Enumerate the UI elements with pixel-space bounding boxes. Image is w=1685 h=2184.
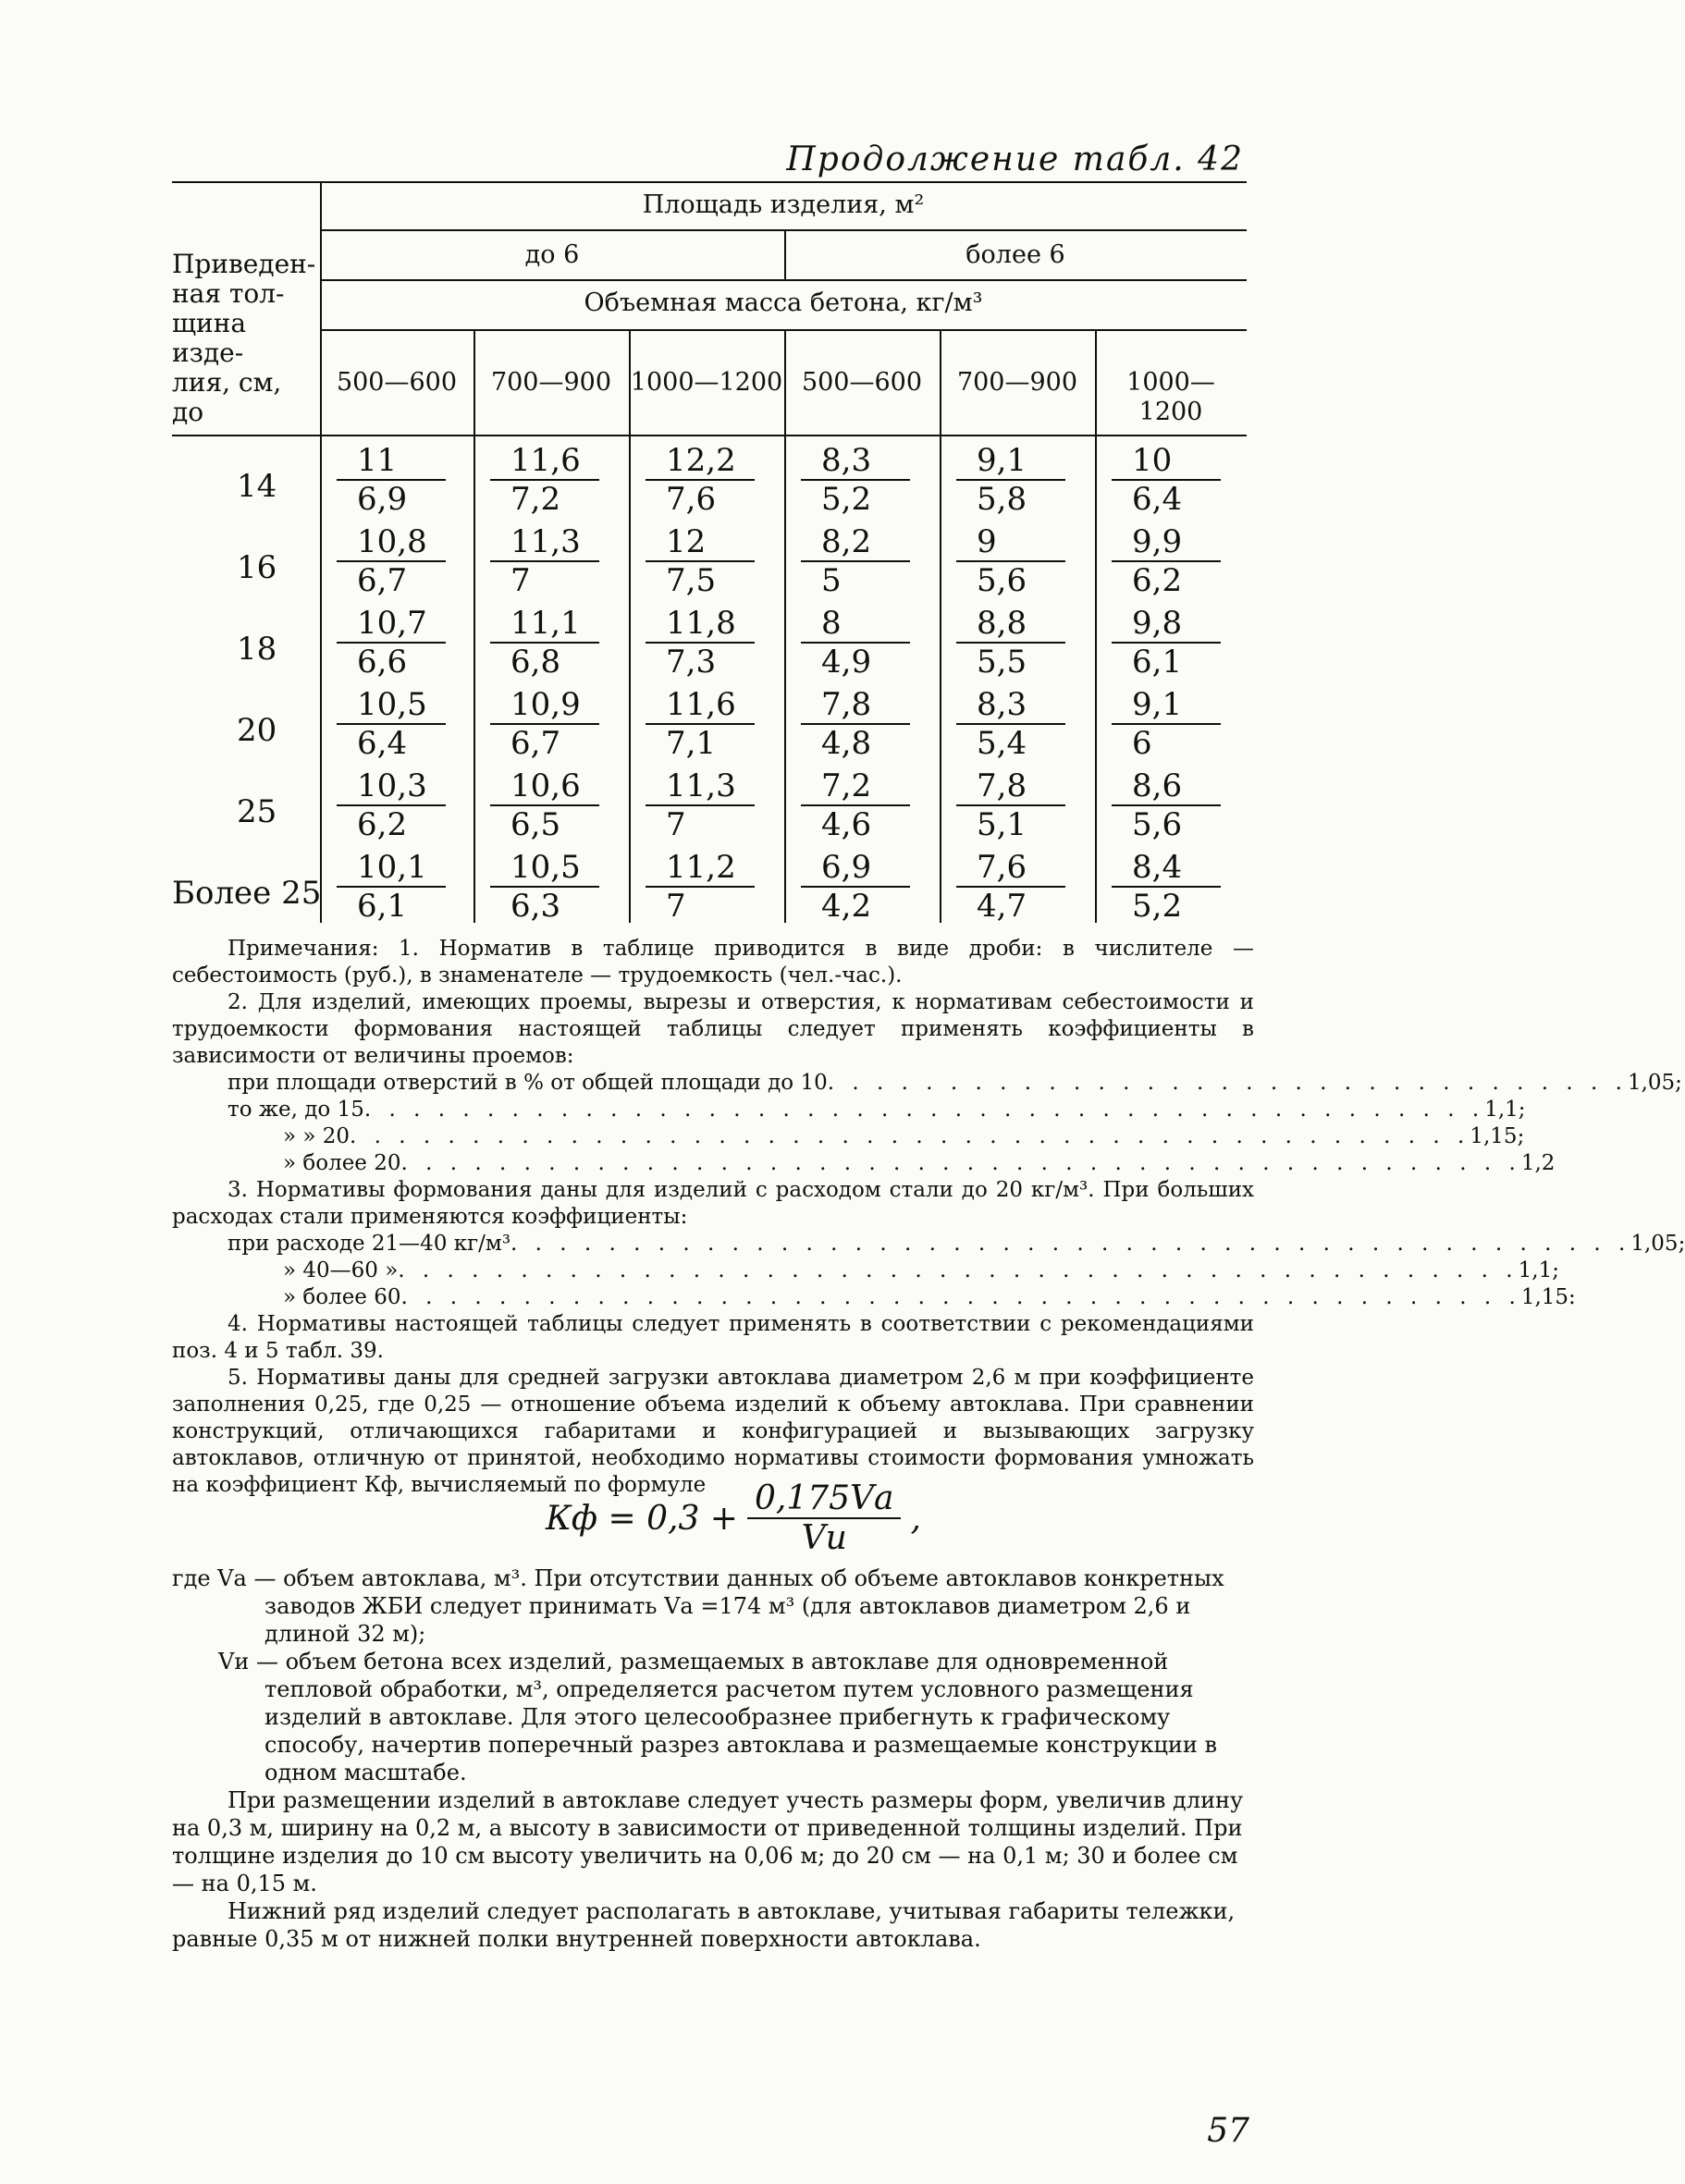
density-header: Объемная масса бетона, кг/м³ (584, 288, 983, 317)
cell-denominator: 6,2 (357, 806, 408, 843)
cell-numerator: 9,9 (1112, 523, 1221, 562)
table-cell (634, 686, 764, 762)
note-2-list (172, 1070, 1682, 1177)
cell-denominator: 4,6 (821, 806, 872, 843)
formula-fraction (747, 1479, 902, 1557)
cell-numerator: 10,5 (490, 849, 599, 888)
paragraph-bottom-row: Нижний ряд изделий следует располагать в автоклаве, учитывая габариты тележки, равные 0,35 м от нижней полки внутренней поверхности автоклава. (172, 1898, 1236, 1952)
density-col-4: 500—600 (801, 368, 923, 397)
table-cell (1101, 523, 1230, 599)
cell-numerator: 9,1 (956, 442, 1065, 481)
formula-lhs: Кф = 0,3 + (546, 1499, 738, 1538)
table-cell (479, 767, 609, 843)
table-cell (945, 523, 1075, 599)
table-cell (634, 605, 764, 681)
table-cell (1101, 605, 1230, 681)
table-header-bottom-rule (172, 435, 1247, 436)
cell-denominator: 7,2 (510, 481, 561, 518)
note-2: 2. Для изделий, имеющих проемы, вырезы и отверстия, к нормативам себестоимости и трудоемкости формования настоящей таблицы следует применять коэффициенты в зависимости от величины проемов: (172, 990, 1254, 1068)
cell-numerator: 11,2 (646, 849, 755, 888)
table-cell (1101, 767, 1230, 843)
cell-denominator: 6,4 (357, 725, 408, 762)
cell-denominator: 4,7 (977, 888, 1027, 925)
table-cell (945, 442, 1075, 518)
group-header-rule (320, 279, 1247, 281)
thickness-label: Более 25 (172, 875, 322, 912)
cell-numerator: 7,8 (956, 767, 1065, 806)
table-cell (945, 605, 1075, 681)
cell-numerator: 6,9 (801, 849, 910, 888)
cell-denominator: 5,2 (821, 481, 872, 518)
cell-denominator: 6,4 (1132, 481, 1183, 518)
definitions-block (172, 1564, 1254, 1953)
cell-numerator: 10,7 (337, 605, 446, 644)
cell-numerator: 11,1 (490, 605, 599, 644)
cell-denominator: 7,5 (666, 562, 717, 599)
cell-numerator: 10 (1112, 442, 1221, 481)
cell-numerator: 10,9 (490, 686, 599, 725)
density-col-5: 700—900 (956, 368, 1078, 397)
thickness-label: 20 (237, 712, 277, 749)
cell-numerator: 11,8 (646, 605, 755, 644)
col-divider-2 (629, 329, 631, 923)
table-cell (479, 605, 609, 681)
cell-numerator: 12,2 (646, 442, 755, 481)
cell-denominator: 5 (821, 562, 842, 599)
thickness-label: 18 (237, 631, 277, 668)
table-cell (945, 686, 1075, 762)
list-item: » » 20 . . . . . . . . . . . . . . . . . . . . . . . . . . . . . . . . . . . . . . . . . . . . . . 1,15; (283, 1124, 1525, 1148)
table-cell (1101, 442, 1230, 518)
table-cell (479, 686, 609, 762)
area-group-1: до 6 (524, 240, 580, 269)
cell-denominator: 5,4 (977, 725, 1027, 762)
cell-denominator: 7,6 (666, 481, 717, 518)
density-col-3: 1000—1200 (630, 368, 783, 397)
table-cell (479, 442, 609, 518)
cell-numerator: 7,2 (801, 767, 910, 806)
cell-numerator: 8,3 (801, 442, 910, 481)
table-cell (326, 767, 455, 843)
cell-numerator: 10,8 (337, 523, 446, 562)
density-col-2: 700—900 (490, 368, 612, 397)
cell-numerator: 10,5 (337, 686, 446, 725)
table-cell (634, 442, 764, 518)
row-header: Приведен- ная тол- щина изде- лия, см, до (172, 249, 316, 427)
col-divider-3 (784, 329, 786, 923)
cell-denominator: 5,6 (1132, 806, 1183, 843)
cell-numerator: 10,3 (337, 767, 446, 806)
table-cell (326, 605, 455, 681)
cell-numerator: 8,4 (1112, 849, 1221, 888)
table-cell (945, 767, 1075, 843)
table-cell (790, 442, 919, 518)
list-item: » более 60 . . . . . . . . . . . . . . . . . . . . . . . . . . . . . . . . . . . . . . . . . . . . . . 1,15: (283, 1285, 1576, 1309)
table-cell (1101, 686, 1230, 762)
formula-numerator: 0,175Vа (747, 1479, 902, 1519)
cell-denominator: 7,3 (666, 644, 717, 681)
list-item: при расходе 21—40 кг/м³ . . . . . . . . . . . . . . . . . . . . . . . . . . . . . . . . . . . . . . . . . . . . . . 1,05; (228, 1232, 1685, 1256)
cell-denominator: 6,7 (510, 725, 561, 762)
cell-numerator: 10,1 (337, 849, 446, 888)
cell-denominator: 4,8 (821, 725, 872, 762)
note-5: 5. Нормативы даны для средней загрузки автоклава диаметром 2,6 м при коэффициенте заполнения 0,25, где 0,25 — отношение объема изделий к объему автоклава. При сравнении конструкций, отличающихся габаритами и конфигурацией и вызывающих загрузку автоклавов, отличную от принятой, необходимо нормативы стоимости формования умножать на коэффициент Кф, вычисляемый по формуле (172, 1366, 1254, 1497)
cell-numerator: 7,8 (801, 686, 910, 725)
definition-vi: Vи — объем бетона всех изделий, размещаемых в автоклаве для одновременной тепловой обработки, м³, определяется расчетом путем условного размещения изделий в автоклаве. Для этого целесообразнее прибегнуть к графическому способу, начертив поперечный разрез автоклава и размещаемые конструкции в одном масштабе. (218, 1649, 1218, 1785)
cell-numerator: 8,3 (956, 686, 1065, 725)
cell-numerator: 11,6 (646, 686, 755, 725)
cell-numerator: 11,6 (490, 442, 599, 481)
cell-numerator: 9 (956, 523, 1065, 562)
formula-denominator: Vи (801, 1519, 847, 1557)
table-cell (479, 523, 609, 599)
table-cell (326, 442, 455, 518)
cell-denominator: 5,8 (977, 481, 1027, 518)
table-cell (634, 849, 764, 925)
cell-denominator: 6,3 (510, 888, 561, 925)
col-divider-1 (474, 329, 475, 923)
note-4: 4. Нормативы настоящей таблицы следует применять в соответствии с рекомендациями поз. 4 и 5 табл. 39. (172, 1312, 1254, 1363)
cell-numerator: 10,6 (490, 767, 599, 806)
cell-denominator: 5,5 (977, 644, 1027, 681)
area-header-rule (320, 229, 1247, 231)
list-item: при площади отверстий в % от общей площади до 10 . . . . . . . . . . . . . . . . . . . . . . . . . . . . . . . . . 1,05; (228, 1071, 1682, 1095)
cell-denominator: 5,2 (1132, 888, 1183, 925)
cell-numerator: 11 (337, 442, 446, 481)
cell-denominator: 6,1 (1132, 644, 1183, 681)
cell-denominator: 4,2 (821, 888, 872, 925)
cell-denominator: 6,1 (357, 888, 408, 925)
area-header: Площадь изделия, м² (642, 190, 925, 219)
table-cell (634, 767, 764, 843)
cell-denominator: 6,2 (1132, 562, 1183, 599)
paragraph-forms: При размещении изделий в автоклаве следует учесть размеры форм, увеличив длину на 0,3 м, ширину на 0,2 м, а высоту в зависимости от приведенной толщины изделий. При толщине изделия до 10 см высоту увеличить на 0,06 м; до 20 см — на 0,1 м; 30 и более см — на 0,15 м. (172, 1787, 1244, 1896)
table-cell (790, 605, 919, 681)
list-item: » более 20 . . . . . . . . . . . . . . . . . . . . . . . . . . . . . . . . . . . . . . . . . . . . . . 1,2 (283, 1151, 1556, 1175)
table-top-rule (172, 181, 1247, 183)
table-cell (479, 849, 609, 925)
list-item: » 40—60 » . . . . . . . . . . . . . . . . . . . . . . . . . . . . . . . . . . . . . . . . . . . . . . 1,1; (283, 1258, 1559, 1282)
table-cell (945, 849, 1075, 925)
cell-denominator: 6 (1132, 725, 1152, 762)
table-cell (634, 523, 764, 599)
cell-denominator: 4,9 (821, 644, 872, 681)
cell-denominator: 7 (666, 806, 686, 843)
cell-denominator: 5,6 (977, 562, 1027, 599)
cell-numerator: 8,8 (956, 605, 1065, 644)
cell-numerator: 12 (646, 523, 755, 562)
definition-va: где Vа — объем автоклава, м³. При отсутствии данных об объеме автоклавов конкретных заводов ЖБИ следует принимать Vа =174 м³ (для автоклавов диаметром 2,6 и длиной 32 м); (172, 1565, 1224, 1647)
density-header-rule (320, 329, 1247, 331)
notes-block (172, 936, 1685, 1499)
cell-denominator: 6,7 (357, 562, 408, 599)
cell-numerator: 11,3 (646, 767, 755, 806)
cell-numerator: 8 (801, 605, 910, 644)
cell-denominator: 7 (666, 888, 686, 925)
cell-denominator: 5,1 (977, 806, 1027, 843)
table-cell (1101, 849, 1230, 925)
thickness-label: 25 (237, 793, 277, 830)
col-divider-4 (940, 329, 941, 923)
table-cell (790, 767, 919, 843)
list-item: то же, до 15 . . . . . . . . . . . . . . . . . . . . . . . . . . . . . . . . . . . . . . . . . . . . . . 1,1; (228, 1098, 1526, 1122)
page-number: 57 (1207, 2112, 1249, 2150)
formula (546, 1479, 921, 1557)
note-3: 3. Нормативы формования даны для изделий с расходом стали до 20 кг/м³. При больших расходах стали применяются коэффициенты: (172, 1178, 1254, 1229)
thickness-label: 16 (237, 549, 277, 586)
cell-numerator: 11,3 (490, 523, 599, 562)
cell-numerator: 9,1 (1112, 686, 1221, 725)
note-3-list (172, 1231, 1685, 1311)
cell-denominator: 6,8 (510, 644, 561, 681)
cell-numerator: 7,6 (956, 849, 1065, 888)
table-cell (790, 686, 919, 762)
cell-numerator: 8,2 (801, 523, 910, 562)
cell-denominator: 7,1 (666, 725, 717, 762)
cell-denominator: 6,5 (510, 806, 561, 843)
table-cell (790, 523, 919, 599)
table-cell (326, 686, 455, 762)
thickness-label: 14 (237, 468, 277, 505)
area-group-2: более 6 (965, 240, 1065, 269)
density-col-6: 1000—1200 (1126, 368, 1215, 426)
cell-denominator: 6,6 (357, 644, 408, 681)
cell-numerator: 8,6 (1112, 767, 1221, 806)
cell-numerator: 9,8 (1112, 605, 1221, 644)
formula-tail: , (910, 1499, 921, 1538)
cell-denominator: 6,9 (357, 481, 408, 518)
density-col-1: 500—600 (336, 368, 458, 397)
table-cell (326, 849, 455, 925)
table-cell (790, 849, 919, 925)
continuation-caption: Продолжение табл. 42 (786, 141, 1244, 178)
table-cell (326, 523, 455, 599)
cell-denominator: 7 (510, 562, 531, 599)
note-1: Примечания: 1. Норматив в таблице приводится в виде дроби: в числителе — себестоимость (руб.), в знаменателе — трудоемкость (чел.-час.). (172, 937, 1254, 988)
